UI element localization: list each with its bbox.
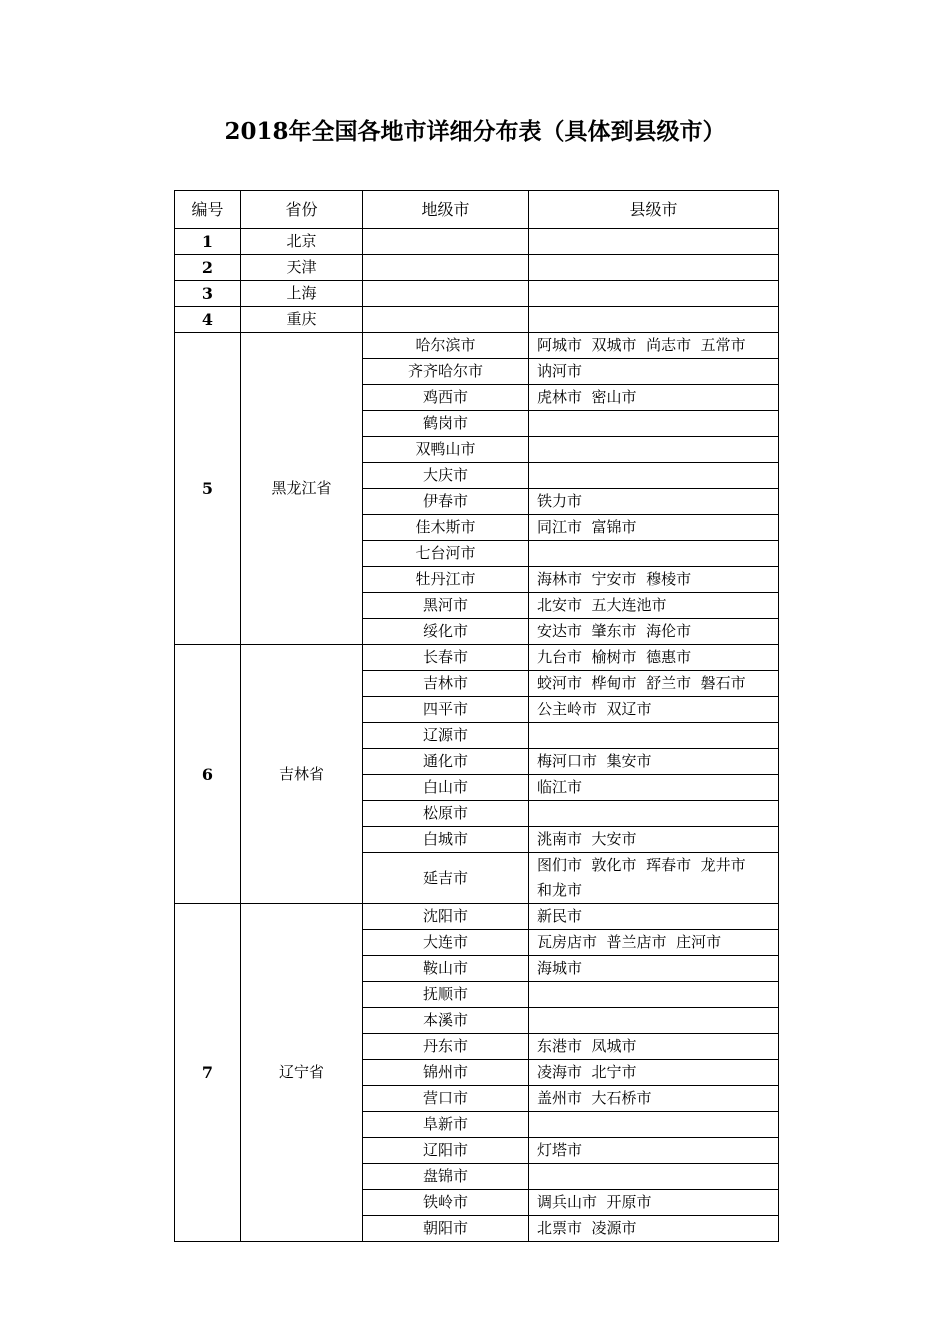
prefecture-city bbox=[363, 255, 529, 281]
county-cities bbox=[529, 229, 779, 255]
county-cities: 梅河口市 集安市 bbox=[529, 749, 779, 775]
county-cities: 灯塔市 bbox=[529, 1138, 779, 1164]
prefecture-city: 吉林市 bbox=[363, 671, 529, 697]
prefecture-city: 抚顺市 bbox=[363, 982, 529, 1008]
table-row bbox=[175, 229, 779, 255]
prefecture-city: 朝阳市 bbox=[363, 1216, 529, 1242]
region-table bbox=[174, 190, 779, 1242]
county-cities: 同江市 富锦市 bbox=[529, 515, 779, 541]
county-cities: 凌海市 北宁市 bbox=[529, 1060, 779, 1086]
table-row bbox=[175, 281, 779, 307]
prefecture-city: 延吉市 bbox=[363, 853, 529, 904]
row-number: 1 bbox=[175, 229, 241, 255]
table-row bbox=[175, 333, 779, 359]
county-cities bbox=[529, 1112, 779, 1138]
prefecture-city: 本溪市 bbox=[363, 1008, 529, 1034]
prefecture-city: 大庆市 bbox=[363, 463, 529, 489]
prefecture-city: 松原市 bbox=[363, 801, 529, 827]
province-name: 重庆 bbox=[241, 307, 363, 333]
table-row bbox=[175, 307, 779, 333]
county-cities: 东港市 凤城市 bbox=[529, 1034, 779, 1060]
prefecture-city bbox=[363, 307, 529, 333]
prefecture-city: 通化市 bbox=[363, 749, 529, 775]
province-name: 吉林省 bbox=[241, 645, 363, 904]
county-cities: 虎林市 密山市 bbox=[529, 385, 779, 411]
prefecture-city: 双鸭山市 bbox=[363, 437, 529, 463]
county-cities bbox=[529, 411, 779, 437]
row-number: 4 bbox=[175, 307, 241, 333]
county-cities: 盖州市 大石桥市 bbox=[529, 1086, 779, 1112]
header-county-city: 县级市 bbox=[529, 191, 779, 229]
prefecture-city: 佳木斯市 bbox=[363, 515, 529, 541]
county-cities: 讷河市 bbox=[529, 359, 779, 385]
prefecture-city: 七台河市 bbox=[363, 541, 529, 567]
county-cities: 海林市 宁安市 穆棱市 bbox=[529, 567, 779, 593]
prefecture-city: 牡丹江市 bbox=[363, 567, 529, 593]
county-cities bbox=[529, 281, 779, 307]
table-header-row bbox=[175, 191, 779, 229]
prefecture-city: 丹东市 bbox=[363, 1034, 529, 1060]
row-number: 7 bbox=[175, 904, 241, 1242]
prefecture-city: 四平市 bbox=[363, 697, 529, 723]
prefecture-city: 黑河市 bbox=[363, 593, 529, 619]
prefecture-city: 白城市 bbox=[363, 827, 529, 853]
page-title: 2018年全国各地市详细分布表（具体到县级市） bbox=[224, 118, 726, 145]
table-row bbox=[175, 255, 779, 281]
header-prefecture-city: 地级市 bbox=[363, 191, 529, 229]
county-cities bbox=[529, 801, 779, 827]
row-number: 2 bbox=[175, 255, 241, 281]
county-cities bbox=[529, 1164, 779, 1190]
prefecture-city: 锦州市 bbox=[363, 1060, 529, 1086]
county-cities bbox=[529, 255, 779, 281]
county-cities bbox=[529, 982, 779, 1008]
province-name: 天津 bbox=[241, 255, 363, 281]
prefecture-city: 沈阳市 bbox=[363, 904, 529, 930]
county-cities: 瓦房店市 普兰店市 庄河市 bbox=[529, 930, 779, 956]
prefecture-city: 辽源市 bbox=[363, 723, 529, 749]
county-cities bbox=[529, 463, 779, 489]
table-row bbox=[175, 904, 779, 930]
province-name: 上海 bbox=[241, 281, 363, 307]
prefecture-city: 大连市 bbox=[363, 930, 529, 956]
row-number: 6 bbox=[175, 645, 241, 904]
header-province: 省份 bbox=[241, 191, 363, 229]
prefecture-city: 鸡西市 bbox=[363, 385, 529, 411]
county-cities: 公主岭市 双辽市 bbox=[529, 697, 779, 723]
county-cities: 调兵山市 开原市 bbox=[529, 1190, 779, 1216]
county-cities bbox=[529, 723, 779, 749]
prefecture-city: 辽阳市 bbox=[363, 1138, 529, 1164]
row-number: 5 bbox=[175, 333, 241, 645]
county-cities bbox=[529, 1008, 779, 1034]
county-cities: 图们市 敦化市 珲春市 龙井市 和龙市 bbox=[529, 853, 779, 904]
county-cities bbox=[529, 541, 779, 567]
prefecture-city: 绥化市 bbox=[363, 619, 529, 645]
prefecture-city: 铁岭市 bbox=[363, 1190, 529, 1216]
county-cities bbox=[529, 307, 779, 333]
prefecture-city: 哈尔滨市 bbox=[363, 333, 529, 359]
county-cities: 阿城市 双城市 尚志市 五常市 bbox=[529, 333, 779, 359]
county-cities: 九台市 榆树市 德惠市 bbox=[529, 645, 779, 671]
prefecture-city bbox=[363, 229, 529, 255]
prefecture-city bbox=[363, 281, 529, 307]
province-name: 黑龙江省 bbox=[241, 333, 363, 645]
prefecture-city: 营口市 bbox=[363, 1086, 529, 1112]
county-cities bbox=[529, 437, 779, 463]
prefecture-city: 鹤岗市 bbox=[363, 411, 529, 437]
county-cities: 蛟河市 桦甸市 舒兰市 磐石市 bbox=[529, 671, 779, 697]
county-cities: 铁力市 bbox=[529, 489, 779, 515]
table-row bbox=[175, 645, 779, 671]
prefecture-city: 阜新市 bbox=[363, 1112, 529, 1138]
province-name: 辽宁省 bbox=[241, 904, 363, 1242]
prefecture-city: 鞍山市 bbox=[363, 956, 529, 982]
county-cities: 北安市 五大连池市 bbox=[529, 593, 779, 619]
prefecture-city: 齐齐哈尔市 bbox=[363, 359, 529, 385]
county-cities: 新民市 bbox=[529, 904, 779, 930]
county-cities: 安达市 肇东市 海伦市 bbox=[529, 619, 779, 645]
province-name: 北京 bbox=[241, 229, 363, 255]
county-cities: 海城市 bbox=[529, 956, 779, 982]
prefecture-city: 白山市 bbox=[363, 775, 529, 801]
prefecture-city: 盘锦市 bbox=[363, 1164, 529, 1190]
table-body bbox=[175, 229, 779, 1242]
prefecture-city: 伊春市 bbox=[363, 489, 529, 515]
row-number: 3 bbox=[175, 281, 241, 307]
header-number: 编号 bbox=[175, 191, 241, 229]
county-cities: 临江市 bbox=[529, 775, 779, 801]
county-cities: 北票市 凌源市 bbox=[529, 1216, 779, 1242]
prefecture-city: 长春市 bbox=[363, 645, 529, 671]
county-cities: 洮南市 大安市 bbox=[529, 827, 779, 853]
